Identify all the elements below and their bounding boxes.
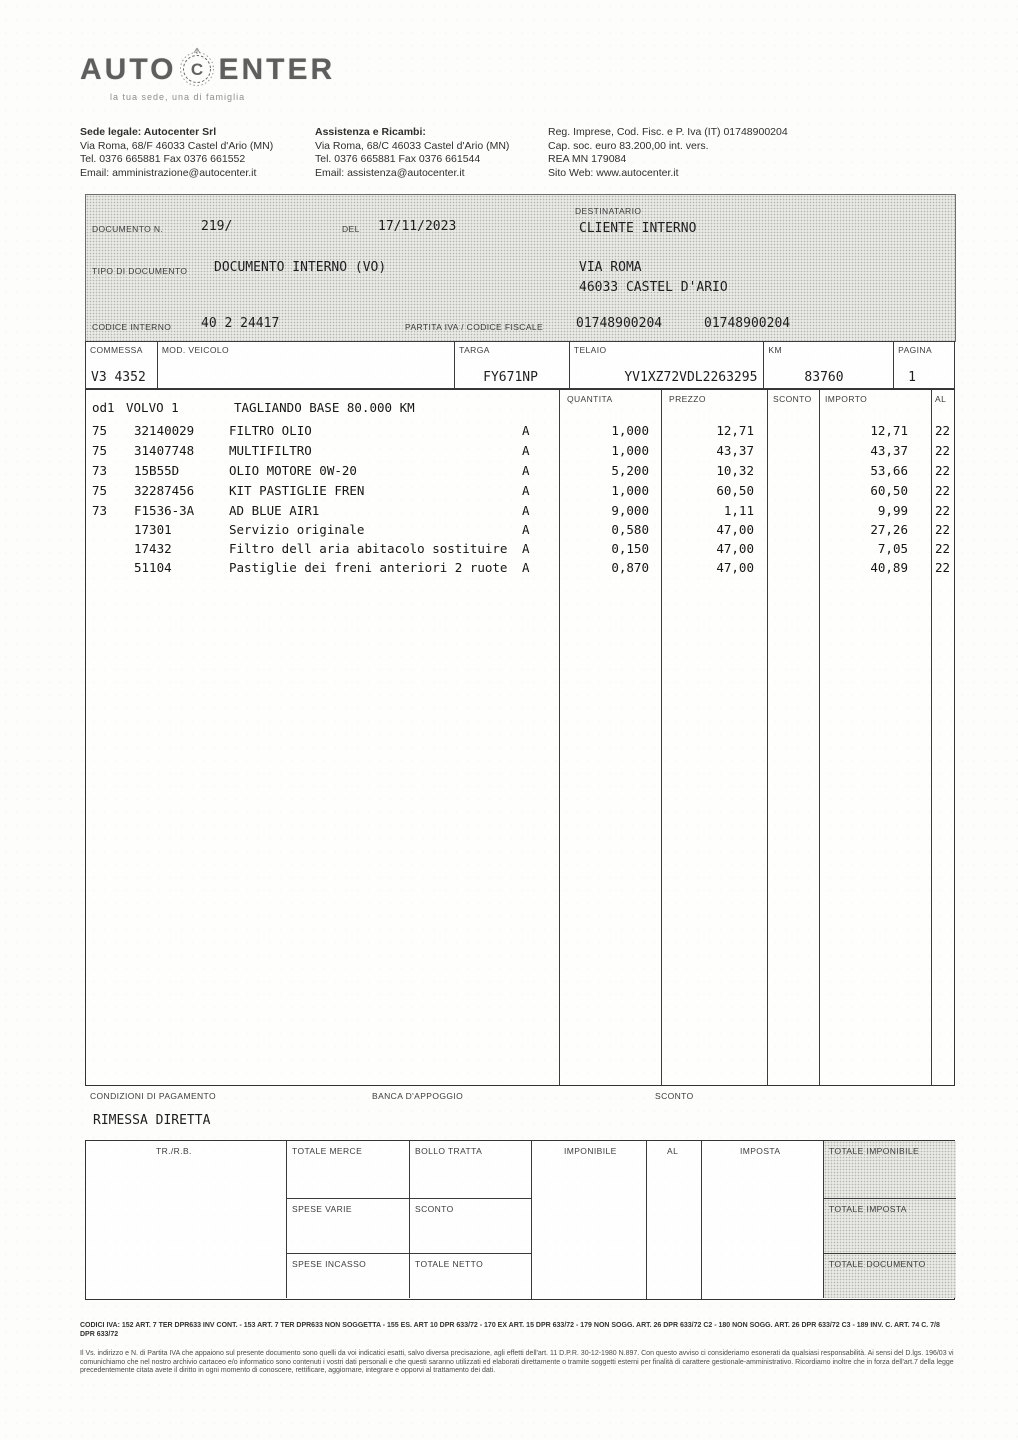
item-al: 22 xyxy=(935,503,951,518)
payment-section xyxy=(85,1086,955,1140)
sconto-label: SCONTO xyxy=(655,1091,694,1101)
item-group-header xyxy=(86,400,954,420)
codice-interno-value: 40 2 24417 xyxy=(201,316,280,331)
item-flag: A xyxy=(522,560,530,575)
banca-appoggio-label: BANCA D'APPOGGIO xyxy=(372,1091,464,1101)
bollo-tratta-label: BOLLO TRATTA xyxy=(415,1146,483,1156)
telaio-label: TELAIO xyxy=(573,345,607,355)
item-qty: 1,000 xyxy=(611,443,649,458)
imponibile-cell xyxy=(531,1141,646,1299)
item-price: 47,00 xyxy=(716,541,754,556)
trrb-label: TR./R.B. xyxy=(156,1146,192,1156)
item-od: 73 xyxy=(92,463,108,478)
tipo-documento-label: TIPO DI DOCUMENTO xyxy=(92,266,188,276)
partita-iva-label: PARTITA IVA / CODICE FISCALE xyxy=(405,322,544,332)
item-code: 32287456 xyxy=(134,483,195,498)
group-od: od1 xyxy=(92,400,115,415)
imposta-label: IMPOSTA xyxy=(740,1146,781,1156)
company-registry-block xyxy=(548,126,838,180)
item-price: 12,71 xyxy=(716,423,754,438)
item-price: 1,11 xyxy=(723,503,754,518)
item-flag: A xyxy=(522,463,530,478)
item-al: 22 xyxy=(935,560,951,575)
pagina-value: 1 xyxy=(908,370,916,385)
pagina-cell xyxy=(894,342,954,388)
item-code: 17301 xyxy=(134,522,172,537)
col-header-quantita: QUANTITA xyxy=(567,394,613,404)
item-od: 75 xyxy=(92,443,108,458)
legal-phone: Tel. 0376 665881 Fax 0376 661552 xyxy=(80,153,246,165)
telaio-cell xyxy=(570,342,765,388)
destinatario-address-line2: 46033 CASTEL D'ARIO xyxy=(579,280,728,295)
totals-grid xyxy=(85,1140,955,1300)
totale-netto-cell xyxy=(409,1253,531,1298)
item-al: 22 xyxy=(935,463,951,478)
destinatario-value: CLIENTE INTERNO xyxy=(579,221,697,236)
item-code: 15B55D xyxy=(134,463,180,478)
partita-iva-value-1: 01748900204 xyxy=(576,316,663,331)
item-desc: Servizio originale xyxy=(229,522,365,537)
item-al: 22 xyxy=(935,443,951,458)
legal-email: Email: amministrazione@autocenter.it xyxy=(80,166,257,179)
totale-imponibile-label: TOTALE IMPONIBILE xyxy=(829,1146,920,1156)
item-code: 31407748 xyxy=(134,443,195,458)
company-service-block xyxy=(315,126,545,180)
item-desc: AD BLUE AIR1 xyxy=(229,503,320,518)
item-code: 32140029 xyxy=(134,423,195,438)
item-desc: OLIO MOTORE 0W-20 xyxy=(229,463,357,478)
registry-capital: Cap. soc. euro 83.200,00 int. vers. xyxy=(548,139,709,152)
item-al: 22 xyxy=(935,483,951,498)
item-qty: 9,000 xyxy=(611,503,649,518)
logo-text-auto: AUTO xyxy=(80,52,177,86)
item-amount: 43,37 xyxy=(870,443,908,458)
item-desc: Pastiglie dei freni anteriori 2 ruote xyxy=(229,560,508,575)
col-header-al: AL xyxy=(935,394,947,404)
item-qty: 0,580 xyxy=(611,522,649,537)
item-flag: A xyxy=(522,503,530,518)
item-al: 22 xyxy=(935,541,951,556)
imponibile-label: IMPONIBILE xyxy=(564,1146,617,1156)
item-qty: 1,000 xyxy=(611,423,649,438)
al-cell-label: AL xyxy=(667,1146,679,1156)
item-amount: 40,89 xyxy=(870,560,908,575)
item-amount: 9,99 xyxy=(877,503,908,518)
commessa-cell xyxy=(86,342,158,388)
company-legal-block xyxy=(80,126,310,180)
registry-rea: REA MN 179084 xyxy=(548,153,627,165)
item-od: 75 xyxy=(92,483,108,498)
km-value: 83760 xyxy=(804,370,844,385)
service-email: Email: assistenza@autocenter.it xyxy=(315,166,465,179)
footer-privacy-notice: Il Vs. indirizzo e N. di Partita IVA che appaiono sul presente documento sono quelli da voi indicatici esatti, salvo diversa precisazione, agli effetti dell'art. 11 D.P.R. 30-12-1980 N.897. Con questo avviso ci consideriamo esonerati da qualsiasi responsabilità. Ai sensi del D.lgs. 196/03 vi comunichiamo che nel nostro archivio cartaceo e/o informatico sono contenuti i vostri dati personali e che questi saranno utilizzati ed elaborati direttamente o tramite soggetti esterni per finalità di carattere gestionale-amministrativo. Ricordiamo inoltre che in forza dell'art.7 della legge precedentemente citata avete il diritto in ogni momento di conoscere, rettificare, aggiornare, integrare e opporvi al trattamento dei dati. xyxy=(80,1350,954,1374)
item-row xyxy=(86,522,954,542)
item-row xyxy=(86,560,954,580)
vehicle-info-table xyxy=(85,341,955,389)
item-row xyxy=(86,463,954,483)
spese-varie-cell xyxy=(286,1198,409,1253)
item-desc: FILTRO OLIO xyxy=(229,423,312,438)
codice-interno-label: CODICE INTERNO xyxy=(92,322,172,332)
destinatario-address-line1: VIA ROMA xyxy=(579,260,642,275)
logo-emblem-letter: C xyxy=(191,60,204,79)
item-row xyxy=(86,503,954,523)
registry-web: Sito Web: www.autocenter.it xyxy=(548,166,679,179)
item-price: 47,00 xyxy=(716,522,754,537)
item-flag: A xyxy=(522,483,530,498)
registry-iva: Reg. Imprese, Cod. Fisc. e P. Iva (IT) 01748900204 xyxy=(548,126,788,138)
col-header-sconto: SCONTO xyxy=(773,394,812,404)
totale-documento-cell xyxy=(823,1253,956,1298)
item-flag: A xyxy=(522,443,530,458)
mod-veicolo-cell xyxy=(158,342,455,388)
al-cell xyxy=(646,1141,701,1299)
condizioni-pagamento-value: RIMESSA DIRETTA xyxy=(93,1113,211,1128)
document-header-box xyxy=(85,194,956,342)
item-al: 22 xyxy=(935,522,951,537)
spese-varie-label: SPESE VARIE xyxy=(292,1204,352,1214)
col-header-prezzo: PREZZO xyxy=(669,394,706,404)
item-od: 73 xyxy=(92,503,108,518)
totale-merce-cell xyxy=(286,1141,409,1198)
item-flag: A xyxy=(522,541,530,556)
item-desc: KIT PASTIGLIE FREN xyxy=(229,483,365,498)
sconto-cell-label: SCONTO xyxy=(415,1204,454,1214)
item-qty: 0,870 xyxy=(611,560,649,575)
spese-incasso-cell xyxy=(286,1253,409,1298)
service-phone: Tel. 0376 665881 Fax 0376 661544 xyxy=(315,153,481,165)
item-desc: Filtro dell aria abitacolo sostituire xyxy=(229,541,508,556)
item-amount: 27,26 xyxy=(870,522,908,537)
partita-iva-value-2: 01748900204 xyxy=(704,316,791,331)
item-desc: MULTIFILTRO xyxy=(229,443,312,458)
item-amount: 60,50 xyxy=(870,483,908,498)
km-cell xyxy=(764,342,894,388)
commessa-label: COMMESSA xyxy=(90,345,143,355)
group-name: VOLVO 1 xyxy=(126,400,179,415)
totale-imposta-cell xyxy=(823,1198,956,1253)
item-price: 43,37 xyxy=(716,443,754,458)
totale-documento-label: TOTALE DOCUMENTO xyxy=(829,1259,926,1269)
documento-n-label: DOCUMENTO N. xyxy=(92,224,164,234)
group-desc: TAGLIANDO BASE 80.000 KM xyxy=(234,400,415,415)
item-price: 47,00 xyxy=(716,560,754,575)
condizioni-pagamento-label: CONDIZIONI DI PAGAMENTO xyxy=(90,1091,217,1101)
legal-title: Sede legale: Autocenter Srl xyxy=(80,126,217,138)
service-title: Assistenza e Ricambi: xyxy=(315,126,426,138)
items-table xyxy=(85,389,955,1086)
logo-tagline: la tua sede, una di famiglia xyxy=(110,92,246,102)
item-row xyxy=(86,483,954,503)
targa-cell xyxy=(455,342,570,388)
item-qty: 1,000 xyxy=(611,483,649,498)
totale-imposta-label: TOTALE IMPOSTA xyxy=(829,1204,907,1214)
item-qty: 0,150 xyxy=(611,541,649,556)
item-qty: 5,200 xyxy=(611,463,649,478)
item-al: 22 xyxy=(935,423,951,438)
destinatario-label: DESTINATARIO xyxy=(575,206,642,216)
targa-value: FY671NP xyxy=(483,370,538,385)
trrb-cell xyxy=(86,1141,286,1299)
spese-incasso-label: SPESE INCASSO xyxy=(292,1259,367,1269)
targa-label: TARGA xyxy=(459,345,490,355)
imposta-cell xyxy=(701,1141,823,1299)
del-value: 17/11/2023 xyxy=(378,219,457,234)
laurel-emblem-icon xyxy=(178,44,216,95)
item-row xyxy=(86,423,954,443)
item-amount: 7,05 xyxy=(877,541,908,556)
logo-text-enter: ENTER xyxy=(218,52,336,86)
item-flag: A xyxy=(522,522,530,537)
mod-veicolo-label: MOD. VEICOLO xyxy=(161,345,229,355)
item-od: 75 xyxy=(92,423,108,438)
item-code: F1536-3A xyxy=(134,503,195,518)
km-label: KM xyxy=(768,345,782,355)
sconto-cell xyxy=(409,1198,531,1253)
item-code: 17432 xyxy=(134,541,172,556)
autocenter-logo xyxy=(80,44,335,95)
legal-address: Via Roma, 68/F 46033 Castel d'Ario (MN) xyxy=(80,139,274,152)
item-price: 10,32 xyxy=(716,463,754,478)
item-amount: 12,71 xyxy=(870,423,908,438)
item-price: 60,50 xyxy=(716,483,754,498)
item-amount: 53,66 xyxy=(870,463,908,478)
col-header-importo: IMPORTO xyxy=(825,394,868,404)
totale-imponibile-cell xyxy=(823,1141,956,1198)
item-row xyxy=(86,541,954,561)
del-label: DEL xyxy=(342,224,360,234)
footer-codici-iva: CODICI IVA: 152 ART. 7 TER DPR633 INV CONT. - 153 ART. 7 TER DPR633 NON SOGGETTA - 155 ES. ART 10 DPR 633/72 - 170 EX ART. 15 DPR 633/72 - 179 NON SOGG. ART. 26 DPR 633/72 C2 - 180 NON SOGG. ART. 26 DPR 633/72 C3 - 189 INV. C. ART. 74 C. 7/8 DPR 633/72 xyxy=(80,1322,940,1338)
documento-n-value: 219/ xyxy=(201,219,233,234)
item-row xyxy=(86,443,954,463)
item-flag: A xyxy=(522,423,530,438)
telaio-value: YV1XZ72VDL2263295 xyxy=(624,370,758,385)
item-code: 51104 xyxy=(134,560,172,575)
tipo-documento-value: DOCUMENTO INTERNO (VO) xyxy=(214,260,387,275)
bollo-tratta-cell xyxy=(409,1141,531,1198)
commessa-value: V3 4352 xyxy=(91,370,146,385)
pagina-label: PAGINA xyxy=(898,345,933,355)
totale-merce-label: TOTALE MERCE xyxy=(292,1146,363,1156)
totale-netto-label: TOTALE NETTO xyxy=(415,1259,484,1269)
service-address: Via Roma, 68/C 46033 Castel d'Ario (MN) xyxy=(315,139,510,152)
